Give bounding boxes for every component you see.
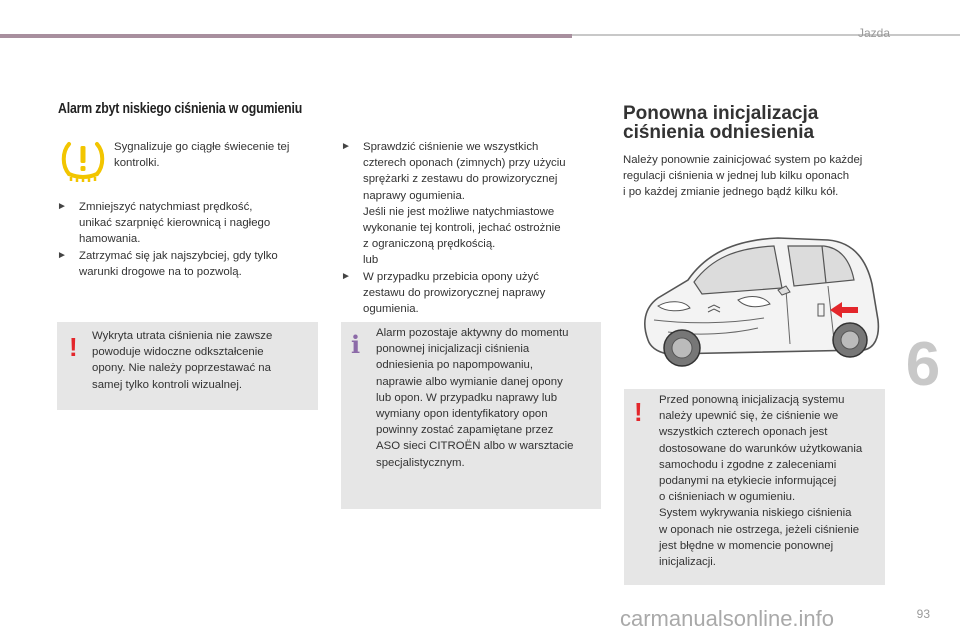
tyre-pressure-warning-icon <box>60 140 106 182</box>
text-line: dostosowane do warunków użytkowania <box>659 442 863 455</box>
text-line: odniesienia po napompowaniu, <box>376 359 534 372</box>
list-item <box>57 199 317 248</box>
text-line: regulacji ciśnienia w jednej lub kilku oponach <box>623 170 850 183</box>
heading-line: ciśnienia odniesienia <box>623 122 815 143</box>
text-line: unikać szarpnięć kierownicą i nagłego <box>79 217 271 230</box>
text-line: powoduje widoczne odkształcenie <box>92 346 264 359</box>
text-line: naprawy ogumienia. <box>363 189 465 202</box>
text-line: kontrolki. <box>114 157 160 170</box>
text-line: Zmniejszyć natychmiast prędkość, <box>79 201 253 213</box>
right-intro <box>623 152 893 201</box>
text-line: Należy ponownie zainicjować system po każdej <box>623 154 863 166</box>
text-line: Sprawdzić ciśnienie we wszystkich <box>363 141 539 153</box>
heading-line: Ponowna inicjalizacja <box>623 103 819 124</box>
list-item <box>57 248 317 280</box>
text-line: o ciśnieniach w ogumieniu. <box>659 491 796 504</box>
warning-text <box>659 392 883 570</box>
left-bullet-list <box>57 199 317 280</box>
text-line: czterech oponach (zimnych) przy użyciu <box>363 157 566 170</box>
text-line: System wykrywania niskiego ciśnienia <box>659 507 852 520</box>
text-line: z ograniczoną prędkością. <box>363 238 496 251</box>
text-line: lub opon. W przypadku naprawy lub <box>376 391 558 404</box>
text-line: wszystkich czterech oponach jest <box>659 426 828 439</box>
header-bar-accent <box>0 34 572 38</box>
text-line: Jeśli nie jest możliwe natychmiastowe <box>363 205 555 218</box>
text-line: Zatrzymać się jak najszybciej, gdy tylko <box>79 249 278 262</box>
left-warning-box <box>57 322 318 410</box>
text-line: ASO sieci CITROËN albo w warsztacie <box>376 440 574 453</box>
bullet-marker-icon: ► <box>341 141 351 152</box>
text-line: specjalistycznym. <box>376 456 465 469</box>
text-line: i po każdej zmianie jednego bądź kilku kół. <box>623 186 839 199</box>
bullet-marker-icon: ► <box>57 249 67 261</box>
chapter-number: 6 <box>905 330 941 399</box>
text-line: wykonanie tej kontroli, jechać ostrożnie <box>363 222 561 235</box>
text-line: Wykryta utrata ciśnienia nie zawsze <box>92 330 273 342</box>
text-line: w oponach nie ostrzega, jeżeli ciśnienie <box>659 523 860 536</box>
text-line: Przed ponowną inicjalizacją systemu <box>659 394 845 406</box>
right-heading <box>623 104 903 142</box>
exclamation-icon: ! <box>634 397 643 427</box>
page-number: 93 <box>916 607 930 621</box>
text-line: ogumienia. <box>363 303 419 316</box>
header-bar-line <box>572 34 960 36</box>
info-text <box>376 325 598 471</box>
text-line: samej tylko kontroli wizualnej. <box>92 378 243 391</box>
text-line: należy upewnić się, że ciśnienie we <box>659 410 839 423</box>
text-line: sprężarki z zestawu do prowizorycznej <box>363 173 558 186</box>
right-warning-box <box>624 389 885 585</box>
text-line: opony. Nie należy poprzestawać na <box>92 362 271 375</box>
text-line: wymiany opon identyfikatory opon <box>376 408 548 421</box>
text-line: ponownej inicjalizacji ciśnienia <box>376 343 530 356</box>
list-item <box>341 269 601 318</box>
text-line: Sygnalizuje go ciągłe świecenie tej <box>114 141 290 153</box>
text-line: zestawu do prowizorycznej naprawy <box>363 286 546 299</box>
icon-caption <box>114 139 314 171</box>
middle-bullet-list <box>341 139 601 317</box>
text-line: Alarm pozostaje aktywny do momentu <box>376 327 569 339</box>
left-heading: Alarm zbyt niskiego ciśnienia w ogumieniu <box>58 100 303 117</box>
text-line: inicjalizacji. <box>659 556 716 569</box>
bullet-marker-icon: ► <box>341 270 351 282</box>
car-illustration <box>628 228 886 378</box>
middle-info-box <box>341 322 601 509</box>
text-line: lub <box>363 254 379 267</box>
text-line: warunki drogowe na to pozwolą. <box>79 265 242 278</box>
watermark: carmanualsonline.info <box>620 606 835 631</box>
section-title: Jazda <box>857 26 890 40</box>
text-line: W przypadku przebicia opony użyć <box>363 270 540 283</box>
bullet-marker-icon: ► <box>57 201 67 212</box>
text-line: powinny zostać zapamiętane przez <box>376 424 554 437</box>
exclamation-icon: ! <box>69 332 78 362</box>
text-line: podanymi na etykiecie informującej <box>659 475 837 488</box>
text-line: jest błędne w momencie ponownej <box>659 539 834 552</box>
info-icon: i <box>351 330 361 359</box>
text-line: samochodu i zgodne z zaleceniami <box>659 458 837 471</box>
list-item <box>341 139 601 269</box>
text-line: naprawie albo wymianie danej opony <box>376 375 563 388</box>
warning-text <box>92 328 312 393</box>
text-line: hamowania. <box>79 233 141 246</box>
